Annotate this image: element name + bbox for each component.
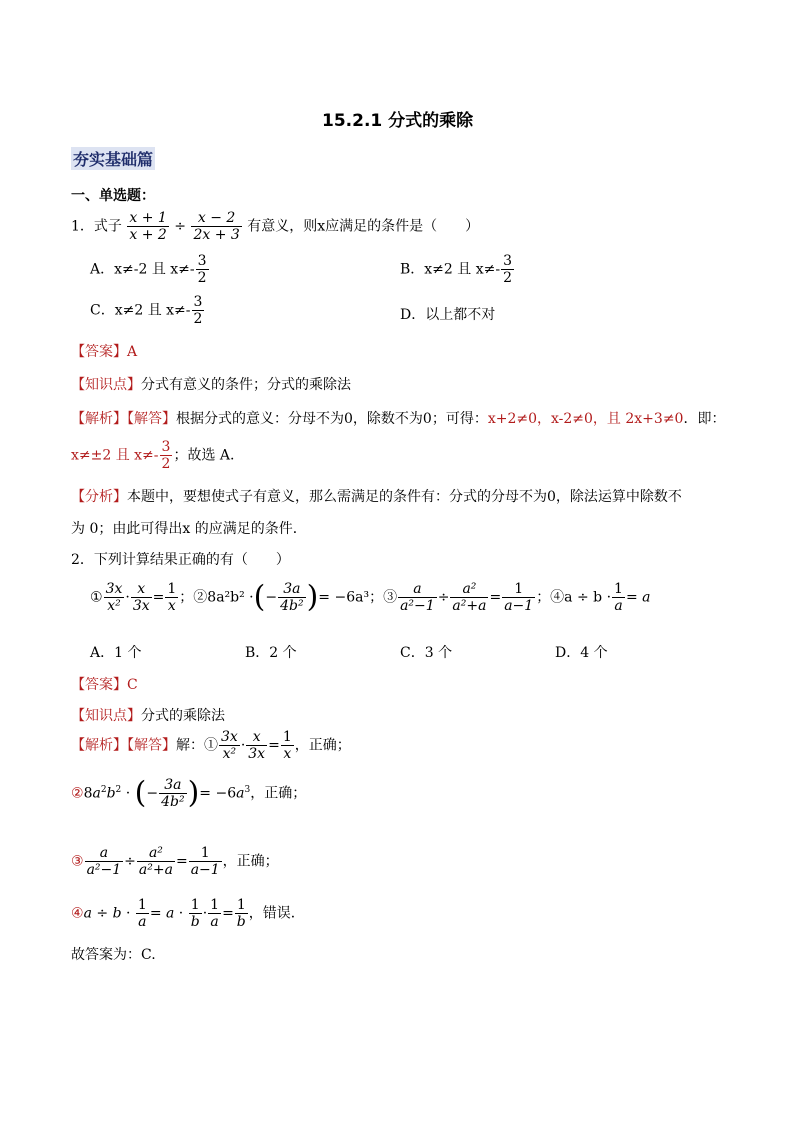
q2-knowledge: 【知识点】分式的乘除法 [71,708,225,724]
q2-analysis-1: 【解析】【解答】解：① $\frac{3x}{\text{x²}}$ · $\frac{x}{3x}$ = $\frac{1}{x}$ ，正确； [71,729,351,762]
q2-option-d: D．4 个 [555,645,608,661]
q2-stem: 2．下列计算结果正确的有（ ） [71,552,290,568]
q1-answer: 【答案】A [71,344,138,360]
q2-option-c: C．3 个 [400,645,453,661]
q2-answer: 【答案】C [71,677,138,693]
q2-analysis-2: $②8a^2b^2$ · (− $\frac{3a}{\text{4b²}}$ )= $-6a^3$，正确； [71,775,307,811]
q2-option-b: B．2 个 [245,645,297,661]
q1-fraction-2: $\frac{x - 2}{2x + 3}$ [193,210,240,243]
q1-analysis: 【解析】【解答】根据分式的意义：分母不为0，除数不为0；可得：x+2≠0，x-2≠0，且 2x+3≠0．即： [71,411,726,427]
q1-option-d: D．以上都不对 [400,307,496,323]
q1-knowledge: 【知识点】分式有意义的条件；分式的乘除法 [71,377,351,393]
question-type-heading: 一、单选题： [71,188,155,204]
q2-analysis-4: ④a ÷ b · $\frac{1}{a}$ = a · $\frac{1}{b}$ · $\frac{1}{a}$ = $\frac{1}{b}$ ，错误． [71,897,305,930]
q2-option-a: A．1 个 [90,645,142,661]
q1-option-b: B．x≠2 且 x≠- $\frac{3}{2}$ [400,253,512,286]
q1-option-a: A．x≠-2 且 x≠- $\frac{3}{2}$ [90,253,207,286]
q2-final-answer: 故答案为：C. [71,947,156,963]
q2-analysis-3: ③ $\frac{a}{\text{a²−1}}$ ÷ $\frac{\text{a²}}{\text{a²+a}}$ = $\frac{1}{a-1}$ ，正确； [71,845,279,878]
q1-divide: ÷ [174,218,186,235]
q1-stem [71,211,479,242]
section-heading: 夯实基础篇 [71,147,155,170]
q1-prefix: 1．式子 [71,218,122,235]
q1-analysis-line2: x≠±2 且 x≠- $\frac{3}{2}$ ；故选 A. [71,439,235,472]
page-title: 15.2.1 分式的乘除 [322,111,474,131]
q1-fraction-1: $\frac{x + 1}{x + 2}$ [129,210,167,243]
q1-suffix: 有意义，则x应满足的条件是（ ） [247,218,480,235]
q1-fenxi-line2: 为 0；由此可得出x 的应满足的条件． [71,521,307,537]
q1-option-c: C．x≠2 且 x≠- $\frac{3}{2}$ [90,294,203,327]
q1-fenxi: 【分析】本题中，要想使式子有意义，那么需满足的条件有：分式的分母不为0，除法运算中除数不 [71,489,682,505]
q2-expressions: ① $\frac{3x}{\text{x²}}$ · $\frac{x}{3x}$ = $\frac{1}{x}$ ；②8a²b² ·(− $\frac{3a}{\text{4b²}}$ )= −6a³；③ $\frac{a}{\text{a²−1}}$ ÷ $\frac{\text{a²}}{\text{a²+a}}$ = $\frac{1}{a-1}$ ；④a ÷ b · $\frac{1}{a}$ = a [90,579,651,615]
